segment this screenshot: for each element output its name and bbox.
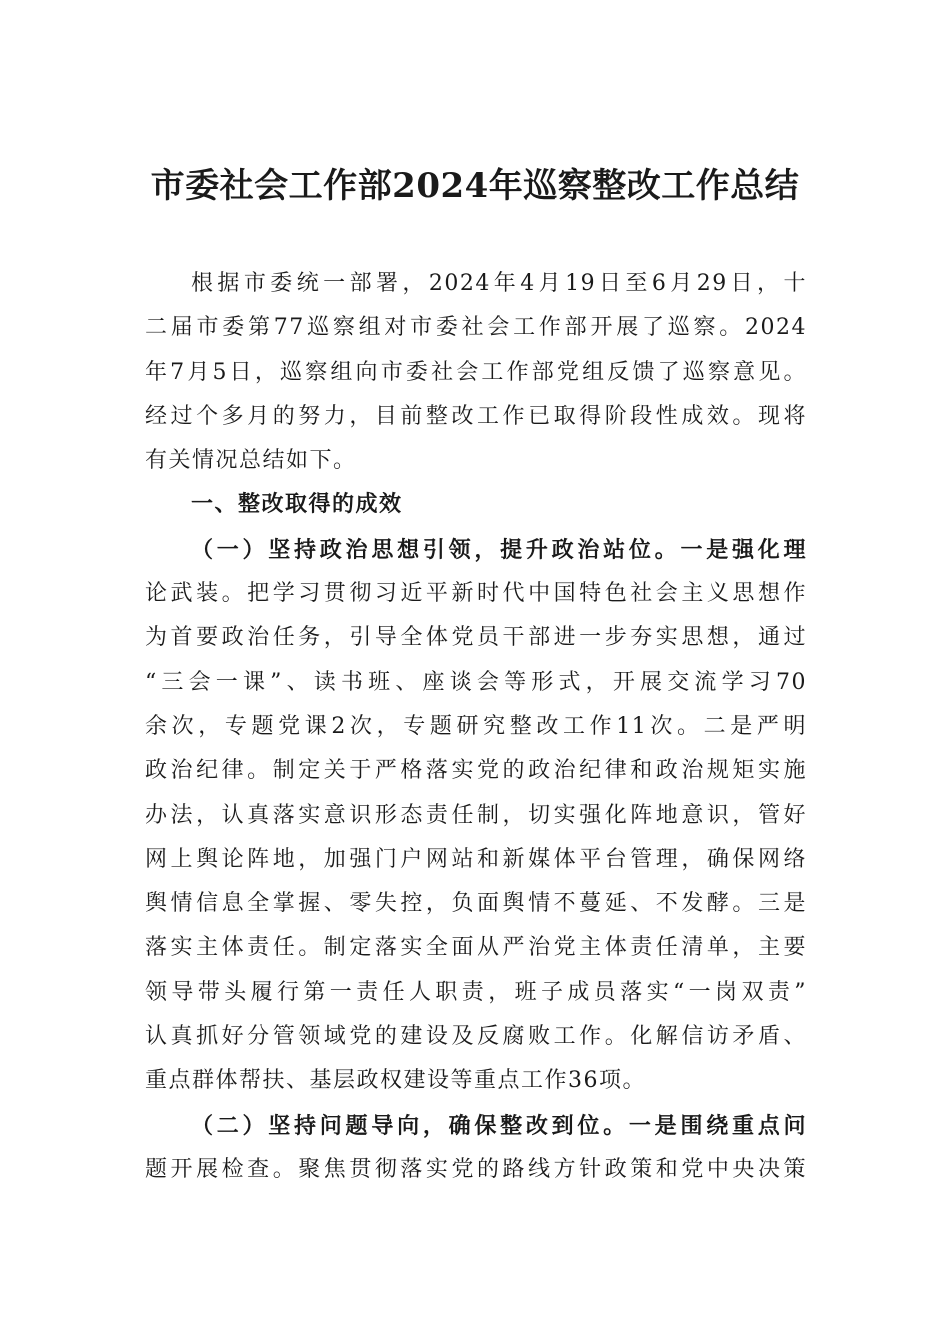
paragraph-line: 有关情况总结如下。 (145, 448, 357, 474)
paragraph-line: 题开展检查。聚焦贯彻落实党的路线方针政策和党中央决策 (145, 1156, 807, 1182)
paragraph-line: 落实主体责任。制定落实全面从严治党主体责任清单，主要 (145, 935, 807, 961)
paragraph-line: 二届市委第77巡察组对市委社会工作部开展了巡察。2024 (145, 315, 807, 341)
paragraph-line: “三会一课”、读书班、座谈会等形式，开展交流学习70 (145, 669, 807, 695)
paragraph-line: 政治纪律。制定关于严格落实党的政治纪律和政治规矩实施 (145, 758, 807, 784)
section-heading: 一、整改取得的成效 (191, 492, 403, 518)
paragraph-line: 论武装。把学习贯彻习近平新时代中国特色社会主义思想作 (145, 581, 807, 607)
paragraph-line: 办法，认真落实意识形态责任制，切实强化阵地意识，管好 (145, 802, 807, 828)
paragraph-line: 领导带头履行第一责任人职责，班子成员落实“一岗双责” (145, 979, 807, 1005)
paragraph-line: 舆情信息全掌握、零失控，负面舆情不蔓延、不发酵。三是 (145, 891, 807, 917)
paragraph-line: 年7月5日，巡察组向市委社会工作部党组反馈了巡察意见。 (145, 359, 807, 385)
subsection-lead-line: （一）坚持政治思想引领，提升政治站位。一是强化理 (191, 536, 807, 563)
paragraph-line: 经过个多月的努力，目前整改工作已取得阶段性成效。现将 (145, 403, 807, 429)
document-title: 市委社会工作部2024年巡察整改工作总结 (150, 166, 800, 206)
paragraph-line: 为首要政治任务，引导全体党员干部进一步夯实思想，通过 (145, 625, 807, 651)
paragraph-line: 认真抓好分管领域党的建设及反腐败工作。化解信访矛盾、 (145, 1024, 807, 1050)
paragraph-line: 重点群体帮扶、基层政权建设等重点工作36项。 (145, 1068, 646, 1094)
document-body (145, 262, 807, 1192)
paragraph-line: 余次，专题党课2次，专题研究整改工作11次。二是严明 (145, 713, 807, 739)
paragraph-line: 根据市委统一部署，2024年4月19日至6月29日，十 (191, 271, 807, 296)
subsection-lead-line: （二）坚持问题导向，确保整改到位。一是围绕重点问 (191, 1112, 807, 1139)
paragraph-line: 网上舆论阵地，加强门户网站和新媒体平台管理，确保网络 (145, 846, 807, 872)
